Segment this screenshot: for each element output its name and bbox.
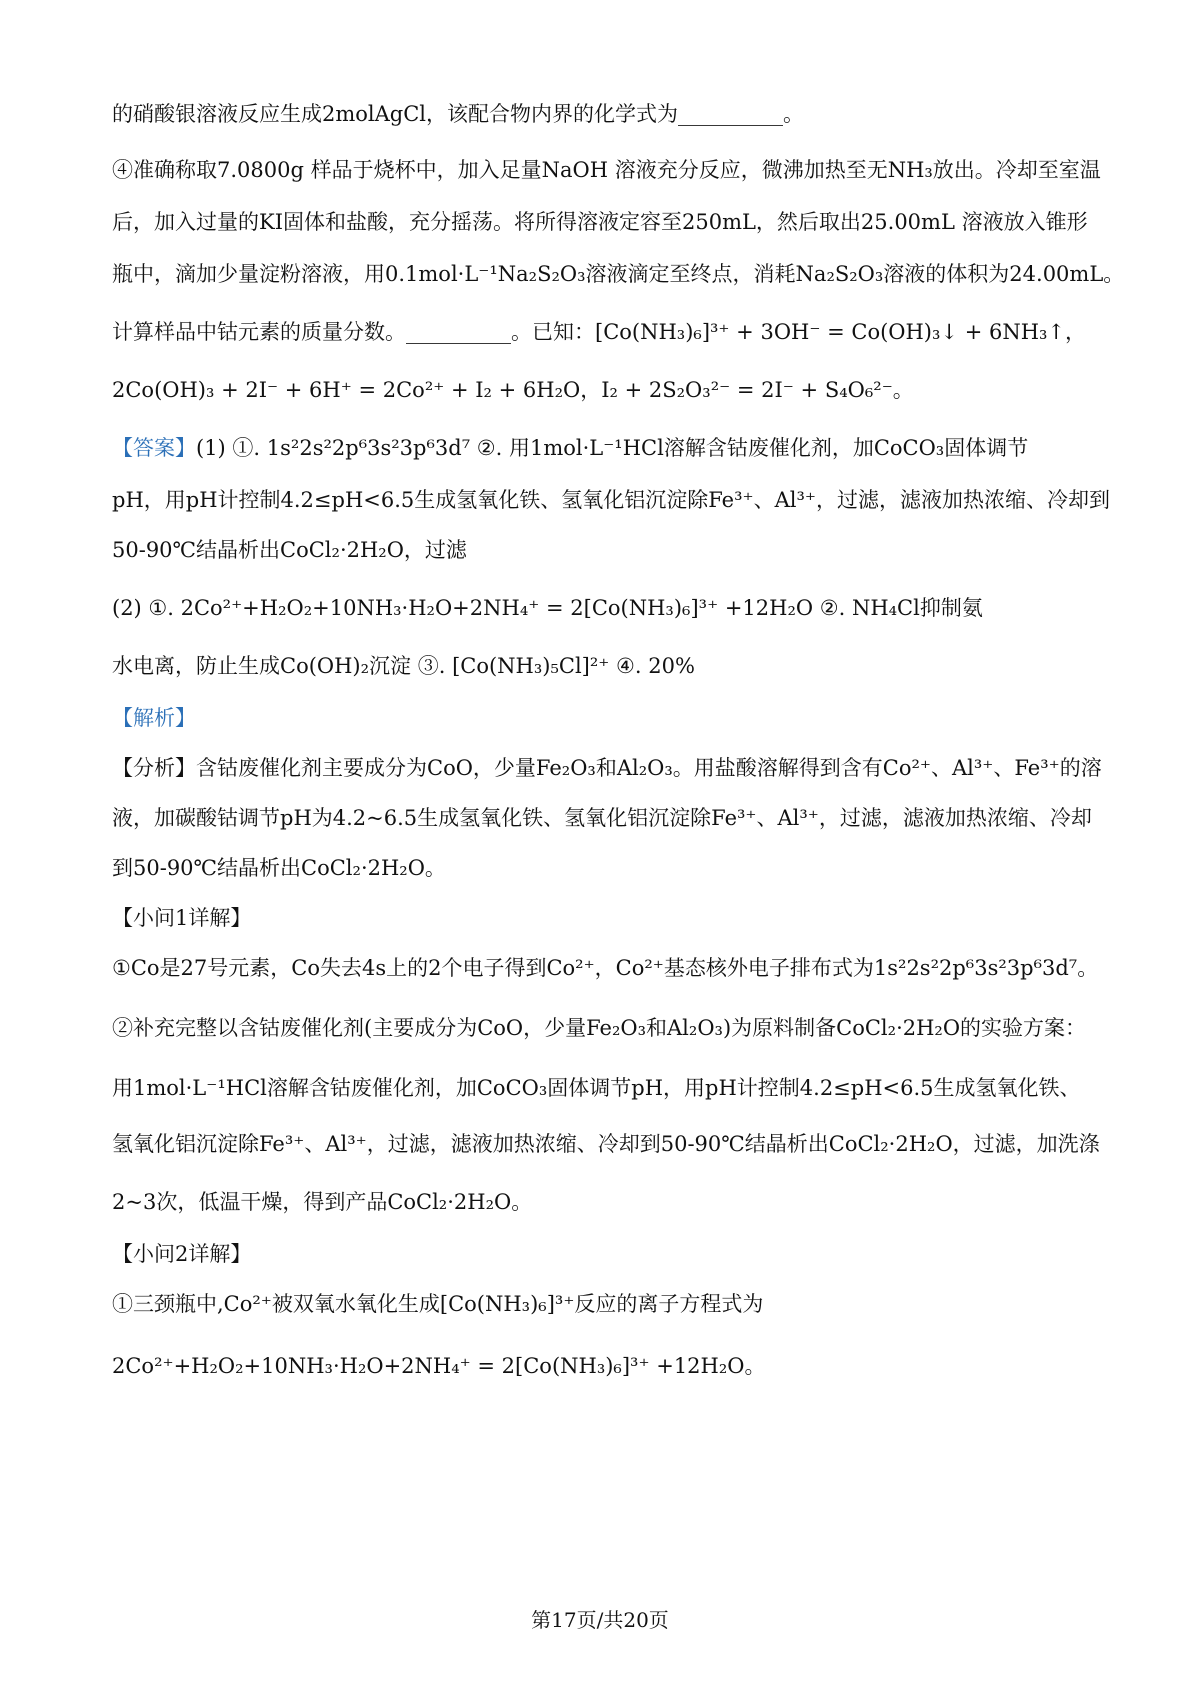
text-line-3: 后，加入过量的KI固体和盐酸，充分摇荡。将所得溶液定容至250mL，然后取出25.00mL 溶液放入锥形 [112,210,1088,234]
text-line-19: 用1mol·L⁻¹HCl溶解含钴废催化剂，加CoCO₃固体调节pH，用pH计控制4.2≤pH<6.5生成氢氧化铁、 [112,1076,1081,1100]
answer-text: (1) ①. 1s²2s²2p⁶3s²3p⁶3d⁷ ②. 用1mol·L⁻¹HCl溶解含钴废催化剂，加CoCO₃固体调节 [196,436,1029,460]
text-line-17: ①Co是27号元素，Co失去4s上的2个电子得到Co²⁺，Co²⁺基态核外电子排布式为1s²2s²2p⁶3s²3p⁶3d⁷。 [112,956,1099,980]
text-line-20: 氢氧化铝沉淀除Fe³⁺、Al³⁺，过滤，滤液加热浓缩、冷却到50-90℃结晶析出CoCl₂·2H₂O，过滤，加洗涤 [112,1132,1100,1156]
analysis-line [112,708,196,729]
text-line-24: 2Co²⁺+H₂O₂+10NH₃·H₂O+2NH₄⁺ = 2[Co(NH₃)₆]³⁺ +12H₂O。 [112,1354,766,1378]
text-line-23: ①三颈瓶中,Co²⁺被双氧水氧化生成[Co(NH₃)₆]³⁺反应的离子方程式为 [112,1292,764,1316]
text-line-15: 到50-90℃结晶析出CoCl₂·2H₂O。 [112,856,446,880]
text-line-8: pH，用pH计控制4.2≤pH<6.5生成氢氧化铁、氢氧化铝沉淀除Fe³⁺、Al³⁺，过滤，滤液加热浓缩、冷却到 [112,488,1110,512]
text-line-1: 的硝酸银溶液反应生成2molAgCl，该配合物内界的化学式为__________。 [112,102,805,126]
text-line-14: 液，加碳酸钴调节pH为4.2~6.5生成氢氧化铁、氢氧化铝沉淀除Fe³⁺、Al³⁺，过滤，滤液加热浓缩、冷却 [112,806,1092,830]
text-line-4: 瓶中，滴加少量淀粉溶液，用0.1mol·L⁻¹Na₂S₂O₃溶液滴定至终点，消耗Na₂S₂O₃溶液的体积为24.00mL。 [112,262,1125,286]
text-line-22: 【小问2详解】 [112,1242,252,1266]
text-line-11: 水电离，防止生成Co(OH)₂沉淀 ③. [Co(NH₃)₅Cl]²⁺ ④. 20% [112,654,695,678]
text-line-5: 计算样品中钴元素的质量分数。__________。已知：[Co(NH₃)₆]³⁺ + 3OH⁻ = Co(OH)₃↓ + 6NH₃↑， [112,320,1087,344]
text-line-10: (2) ①. 2Co²⁺+H₂O₂+10NH₃·H₂O+2NH₄⁺ = 2[Co(NH₃)₆]³⁺ +12H₂O ②. NH₄Cl抑制氨 [112,596,983,620]
page-footer: 第17页/共20页 [531,1608,669,1632]
text-line-21: 2~3次，低温干燥，得到产品CoCl₂·2H₂O。 [112,1190,533,1214]
text-line-16: 【小问1详解】 [112,906,252,930]
text-line-6: 2Co(OH)₃ + 2I⁻ + 6H⁺ = 2Co²⁺ + I₂ + 6H₂O，I₂ + 2S₂O₃²⁻ = 2I⁻ + S₄O₆²⁻。 [112,378,914,402]
text-line-9: 50-90℃结晶析出CoCl₂·2H₂O，过滤 [112,538,467,562]
text-line-2: ④准确称取7.0800g 样品于烧杯中，加入足量NaOH 溶液充分反应，微沸加热至无NH₃放出。冷却至室温 [112,158,1101,182]
answer-label: 【答案】 [112,436,196,460]
text-line-18: ②补充完整以含钴废催化剂(主要成分为CoO，少量Fe₂O₃和Al₂O₃)为原料制备CoCl₂·2H₂O的实验方案： [112,1016,1087,1040]
text-line-13: 【分析】含钴废催化剂主要成分为CoO，少量Fe₂O₃和Al₂O₃。用盐酸溶解得到含有Co²⁺、Al³⁺、Fe³⁺的溶 [112,756,1102,780]
answer-line [112,438,1028,459]
analysis-label: 【解析】 [112,706,196,730]
